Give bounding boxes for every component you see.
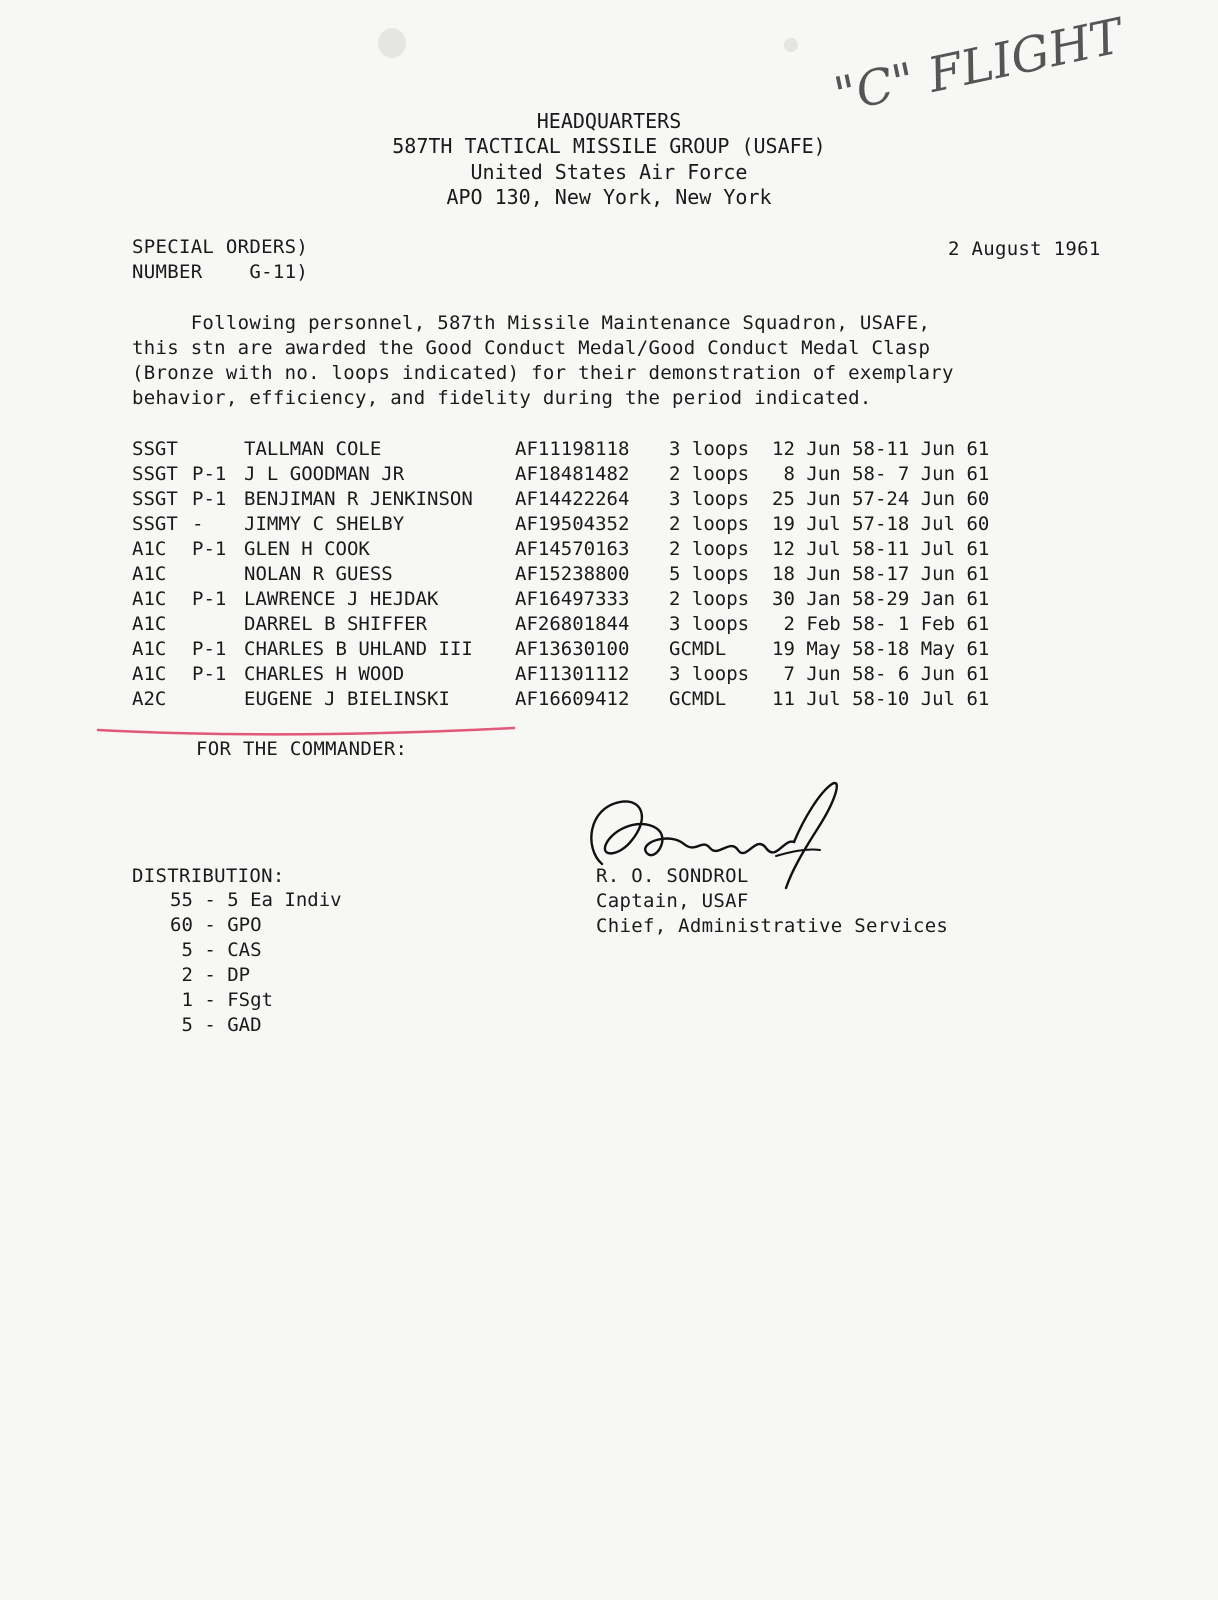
name: J L GOODMAN JR	[244, 463, 405, 485]
prefix: P-1	[192, 488, 227, 510]
award: 2 loops	[669, 538, 750, 560]
grade: A1C	[132, 563, 167, 585]
name: BENJIMAN R JENKINSON	[244, 488, 473, 510]
header-line-3: United States Air Force	[470, 160, 748, 184]
serial-number: AF14422264	[515, 488, 630, 510]
body-line-4: behavior, efficiency, and fidelity during the period indicated.	[132, 387, 872, 409]
prefix: P-1	[192, 463, 227, 485]
serial-number: AF16497333	[515, 588, 630, 610]
grade: SSGT	[132, 513, 178, 535]
paper-smudge	[378, 28, 406, 58]
distribution-item: 55 - 5 Ea Indiv	[170, 889, 342, 911]
name: DARREL B SHIFFER	[244, 613, 428, 635]
name: CHARLES H WOOD	[244, 663, 405, 685]
award: GCMDL	[669, 638, 727, 660]
prefix: P-1	[192, 538, 227, 560]
award: 2 loops	[669, 513, 750, 535]
grade: SSGT	[132, 463, 178, 485]
prefix: P-1	[192, 663, 227, 685]
header-line-2: 587TH TACTICAL MISSILE GROUP (USAFE)	[392, 134, 826, 158]
distribution-item: 5 - GAD	[170, 1014, 262, 1036]
prefix: P-1	[192, 638, 227, 660]
period: 19 May 58-18 May 61	[772, 638, 990, 660]
grade: A1C	[132, 588, 167, 610]
period: 25 Jun 57-24 Jun 60	[772, 488, 990, 510]
period: 30 Jan 58-29 Jan 61	[772, 588, 990, 610]
body-line-3: (Bronze with no. loops indicated) for their demonstration of exemplary	[132, 362, 954, 384]
signer-title: Chief, Administrative Services	[596, 915, 949, 937]
name: GLEN H COOK	[244, 538, 370, 560]
award: 3 loops	[669, 488, 750, 510]
serial-number: AF15238800	[515, 563, 630, 585]
header-line-1: HEADQUARTERS	[536, 109, 682, 133]
grade: SSGT	[132, 488, 178, 510]
period: 7 Jun 58- 6 Jun 61	[772, 663, 990, 685]
order-date: 2 August 1961	[948, 238, 1101, 260]
grade: SSGT	[132, 438, 178, 460]
serial-number: AF13630100	[515, 638, 630, 660]
award: 5 loops	[669, 563, 750, 585]
period: 19 Jul 57-18 Jul 60	[772, 513, 990, 535]
body-line-2: this stn are awarded the Good Conduct Medal/Good Conduct Medal Clasp	[132, 337, 931, 359]
distribution-label: DISTRIBUTION:	[132, 865, 285, 887]
name: TALLMAN COLE	[244, 438, 382, 460]
order-number: NUMBER G-11)	[132, 261, 309, 283]
handwritten-flight-note: "C" FLIGHT	[829, 8, 1128, 124]
award: 2 loops	[669, 463, 750, 485]
name: CHARLES B UHLAND III	[244, 638, 473, 660]
distribution-item: 1 - FSgt	[170, 989, 273, 1011]
grade: A1C	[132, 638, 167, 660]
body-line-1: Following personnel, 587th Missile Maintenance Squadron, USAFE,	[132, 312, 931, 334]
signer-rank: Captain, USAF	[596, 890, 749, 912]
serial-number: AF26801844	[515, 613, 630, 635]
name: LAWRENCE J HEJDAK	[244, 588, 439, 610]
special-orders-label: SPECIAL ORDERS)	[132, 236, 309, 258]
award: 3 loops	[669, 663, 750, 685]
prefix: -	[192, 513, 204, 535]
grade: A1C	[132, 538, 167, 560]
name: NOLAN R GUESS	[244, 563, 393, 585]
grade: A2C	[132, 688, 167, 710]
serial-number: AF11301112	[515, 663, 630, 685]
award: 3 loops	[669, 438, 750, 460]
period: 12 Jun 58-11 Jun 61	[772, 438, 990, 460]
period: 8 Jun 58- 7 Jun 61	[772, 463, 990, 485]
serial-number: AF16609412	[515, 688, 630, 710]
period: 12 Jul 58-11 Jul 61	[772, 538, 990, 560]
serial-number: AF19504352	[515, 513, 630, 535]
distribution-item: 2 - DP	[170, 964, 251, 986]
distribution-item: 60 - GPO	[170, 914, 262, 936]
paper-smudge	[784, 38, 798, 52]
name: EUGENE J BIELINSKI	[244, 688, 450, 710]
grade: A1C	[132, 663, 167, 685]
period: 2 Feb 58- 1 Feb 61	[772, 613, 990, 635]
award: 2 loops	[669, 588, 750, 610]
award: GCMDL	[669, 688, 727, 710]
distribution-item: 5 - CAS	[170, 939, 262, 961]
prefix: P-1	[192, 588, 227, 610]
period: 11 Jul 58-10 Jul 61	[772, 688, 990, 710]
period: 18 Jun 58-17 Jun 61	[772, 563, 990, 585]
name: JIMMY C SHELBY	[244, 513, 405, 535]
for-the-commander: FOR THE COMMANDER:	[196, 738, 408, 760]
grade: A1C	[132, 613, 167, 635]
award: 3 loops	[669, 613, 750, 635]
serial-number: AF14570163	[515, 538, 630, 560]
header-line-4: APO 130, New York, New York	[446, 185, 772, 209]
serial-number: AF18481482	[515, 463, 630, 485]
signer-name: R. O. SONDROL	[596, 865, 749, 887]
serial-number: AF11198118	[515, 438, 630, 460]
